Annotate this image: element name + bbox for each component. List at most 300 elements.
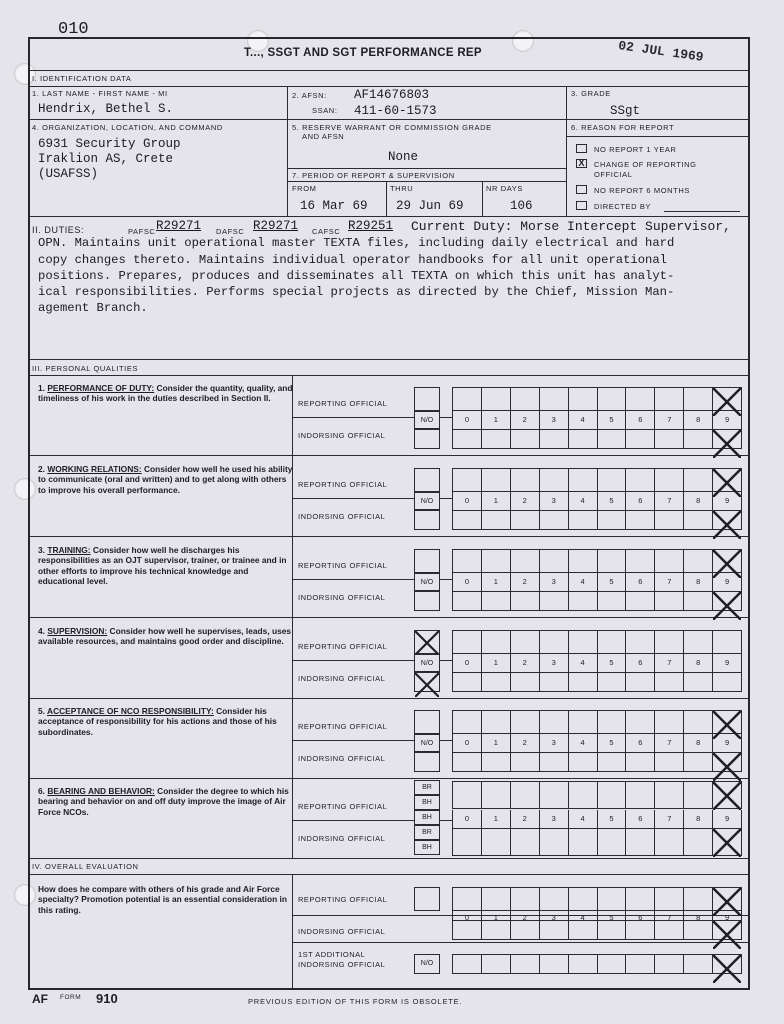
quality-5-title: ACCEPTANCE OF NCO RESPONSIBILITY: xyxy=(47,706,214,716)
quality-1-reporting-scale-cell-0[interactable] xyxy=(453,388,482,410)
duties-line-5: ical responsibilities. Performs special projects as directed by the Chief, Mission Man- xyxy=(38,285,675,299)
quality-2-reporting-no-box[interactable] xyxy=(414,468,440,492)
quality-4-indorsing-scale-cell-2[interactable] xyxy=(511,673,540,691)
quality-6-reporting-scale-cell-8[interactable] xyxy=(684,782,713,808)
overall-additional-scale-cell-5[interactable] xyxy=(598,955,627,973)
quality-2-indorsing-scale-cell-5[interactable] xyxy=(598,511,627,529)
quality-1-indorsing-scale-cell-2[interactable] xyxy=(511,430,540,448)
overall-additional-scale-cell-7[interactable] xyxy=(655,955,684,973)
quality-5-reporting-scale[interactable] xyxy=(452,710,742,734)
quality-1-reporting-label: REPORTING OFFICIAL xyxy=(298,399,388,408)
quality-3-reporting-scale-cell-8[interactable] xyxy=(684,550,713,572)
additional-no-box[interactable]: N/O xyxy=(414,954,440,974)
quality-6-indorsing-scale-cell-3[interactable] xyxy=(540,829,569,855)
scale-number-8: 8 xyxy=(684,411,713,429)
overall-reporting-scale-cell-0[interactable] xyxy=(453,888,482,910)
quality-3-reporting-scale-cell-9[interactable] xyxy=(713,550,741,572)
quality-2-indorsing-scale-cell-8[interactable] xyxy=(684,511,713,529)
quality-1-indorsing-scale-cell-3[interactable] xyxy=(540,430,569,448)
quality-1-reporting-scale[interactable] xyxy=(452,387,742,411)
quality-5-no-label: N/O xyxy=(414,734,440,752)
quality-1-reporting-no-box[interactable] xyxy=(414,387,440,411)
quality-6-scale-numbers xyxy=(452,810,742,828)
scale-number-2: 2 xyxy=(511,909,540,927)
thru-label: THRU xyxy=(390,184,414,193)
obsolete-notice: PREVIOUS EDITION OF THIS FORM IS OBSOLETE. xyxy=(248,997,463,1006)
quality-4-scale-numbers xyxy=(452,654,742,672)
quality-5-indorsing-scale-cell-8[interactable] xyxy=(684,753,713,771)
reason-label: 6. REASON FOR REPORT xyxy=(571,123,675,132)
overall-lower-line xyxy=(292,942,748,943)
quality-5-indorsing-scale-cell-4[interactable] xyxy=(569,753,598,771)
quality-6-reporting-scale[interactable] xyxy=(452,781,742,809)
quality-5-reporting-scale-cell-7[interactable] xyxy=(655,711,684,733)
quality-1-no-label: N/O xyxy=(414,411,440,429)
days-value: 106 xyxy=(510,199,533,213)
quality-4-reporting-scale-cell-1[interactable] xyxy=(482,631,511,653)
quality-3-number: 3. xyxy=(38,545,45,555)
quality-1-indorsing-scale-cell-6[interactable] xyxy=(626,430,655,448)
grade-label: 3. GRADE xyxy=(571,89,611,98)
quality-3-indorsing-scale-cell-9[interactable] xyxy=(713,592,741,610)
quality-4-reporting-scale-cell-0[interactable] xyxy=(453,631,482,653)
quality-6-text: Consider the degree to which his bearing and behavior on and off duty improve the image of Air Force NCOs. xyxy=(38,786,289,817)
quality-3-description xyxy=(38,545,294,587)
scale-number-3: 3 xyxy=(540,573,569,591)
form-title: T..., SSGT AND SGT PERFORMANCE REP xyxy=(244,47,482,59)
quality-1-reporting-scale-cell-7[interactable] xyxy=(655,388,684,410)
section-overall-label: IV. OVERALL EVALUATION xyxy=(32,862,139,871)
quality-5-indorsing-scale-cell-6[interactable] xyxy=(626,753,655,771)
overall-additional-scale-cell-1[interactable] xyxy=(482,955,511,973)
ssan-label: SSAN: xyxy=(312,106,338,115)
scale-number-0: 0 xyxy=(453,909,482,927)
quality-4-indorsing-scale-cell-3[interactable] xyxy=(540,673,569,691)
scale-number-4: 4 xyxy=(569,411,598,429)
cafsc-value: R29251 xyxy=(348,219,394,233)
checkbox-change-of-reporting[interactable]: X xyxy=(576,159,587,168)
quality-6-indorsing-scale-cell-0[interactable] xyxy=(453,829,482,855)
scale-number-6: 6 xyxy=(626,654,655,672)
quality-6-bh-box[interactable]: BH xyxy=(414,840,440,855)
quality-3-reporting-scale-cell-1[interactable] xyxy=(482,550,511,572)
quality-3-reporting-scale-cell-6[interactable] xyxy=(626,550,655,572)
quality-3-indorsing-scale-cell-6[interactable] xyxy=(626,592,655,610)
quality-3-reporting-scale[interactable] xyxy=(452,549,742,573)
quality-1-reporting-scale-cell-4[interactable] xyxy=(569,388,598,410)
scale-number-5: 5 xyxy=(598,573,627,591)
quality-6-bh-box[interactable]: BH xyxy=(414,810,440,825)
quality-2-reporting-scale-cell-7[interactable] xyxy=(655,469,684,491)
scale-number-8: 8 xyxy=(684,909,713,927)
overall-additional-scale-cell-4[interactable] xyxy=(569,955,598,973)
scale-number-5: 5 xyxy=(598,654,627,672)
scale-number-7: 7 xyxy=(655,492,684,510)
quality-4-indorsing-scale-cell-1[interactable] xyxy=(482,673,511,691)
overall-indorsing-scale-cell-2[interactable] xyxy=(511,921,540,939)
quality-4-description xyxy=(38,626,294,647)
quality-5-number: 5. xyxy=(38,706,45,716)
quality-4-reporting-no-box[interactable] xyxy=(414,630,440,654)
scale-number-1: 1 xyxy=(482,654,511,672)
quality-3-indorsing-scale-cell-2[interactable] xyxy=(511,592,540,610)
quality-6-indorsing-scale-cell-5[interactable] xyxy=(598,829,627,855)
quality-6-indorsing-scale-cell-2[interactable] xyxy=(511,829,540,855)
reserve-label-2: AND AFSN xyxy=(302,132,345,141)
overall-reporting-scale[interactable] xyxy=(452,887,742,911)
overall-reporting-scale-cell-4[interactable] xyxy=(569,888,598,910)
quality-5-reporting-no-box[interactable] xyxy=(414,710,440,734)
scale-number-1: 1 xyxy=(482,909,511,927)
quality-5-reporting-scale-cell-5[interactable] xyxy=(598,711,627,733)
ssan-value: 411-60-1573 xyxy=(354,104,437,118)
form-af: AF xyxy=(32,992,48,1006)
quality-5-indorsing-label: INDORSING OFFICIAL xyxy=(298,754,386,763)
quality-4-indorsing-no-box[interactable] xyxy=(414,672,440,692)
name-label: 1. LAST NAME - FIRST NAME - MI xyxy=(32,89,168,98)
section-personal-qualities-label: III. PERSONAL QUALITIES xyxy=(32,364,139,373)
checkbox-no-report-6-months[interactable] xyxy=(576,185,587,194)
quality-2-indorsing-scale-cell-0[interactable] xyxy=(453,511,482,529)
scale-number-1: 1 xyxy=(482,810,511,828)
quality-6-indorsing-label: INDORSING OFFICIAL xyxy=(298,834,386,843)
quality-2-reporting-scale-cell-6[interactable] xyxy=(626,469,655,491)
overall-reporting-scale-cell-3[interactable] xyxy=(540,888,569,910)
quality-6-br-box[interactable]: BR xyxy=(414,825,440,840)
quality-3-reporting-scale-cell-2[interactable] xyxy=(511,550,540,572)
quality-6-reporting-scale-cell-5[interactable] xyxy=(598,782,627,808)
quality-4-reporting-label: REPORTING OFFICIAL xyxy=(298,642,388,651)
quality-6-indorsing-scale-cell-1[interactable] xyxy=(482,829,511,855)
quality-2-reporting-scale-cell-3[interactable] xyxy=(540,469,569,491)
quality-row-divider xyxy=(30,455,748,456)
quality-1-indorsing-no-box[interactable] xyxy=(414,429,440,449)
overall-indorsing-scale-cell-7[interactable] xyxy=(655,921,684,939)
quality-6-br-box[interactable]: BR xyxy=(414,780,440,795)
quality-1-number: 1. xyxy=(38,383,45,393)
quality-2-indorsing-no-box[interactable] xyxy=(414,510,440,530)
scale-number-3: 3 xyxy=(540,810,569,828)
thru-value: 29 Jun 69 xyxy=(396,199,464,213)
quality-5-reporting-scale-cell-0[interactable] xyxy=(453,711,482,733)
quality-2-indorsing-scale-cell-7[interactable] xyxy=(655,511,684,529)
quality-4-reporting-scale-cell-4[interactable] xyxy=(569,631,598,653)
quality-5-text: Consider his acceptance of responsibility for his actions and those of his subordinates. xyxy=(38,706,277,737)
overall-additional-scale-cell-2[interactable] xyxy=(511,955,540,973)
quality-1-indorsing-scale-cell-0[interactable] xyxy=(453,430,482,448)
quality-5-indorsing-scale-cell-3[interactable] xyxy=(540,753,569,771)
overall-indorsing-scale-cell-1[interactable] xyxy=(482,921,511,939)
scale-number-4: 4 xyxy=(569,573,598,591)
scale-number-1: 1 xyxy=(482,492,511,510)
quality-1-reporting-scale-cell-9[interactable] xyxy=(713,388,741,410)
quality-2-indorsing-scale-cell-9[interactable] xyxy=(713,511,741,529)
quality-5-indorsing-scale-cell-1[interactable] xyxy=(482,753,511,771)
quality-2-reporting-scale-cell-0[interactable] xyxy=(453,469,482,491)
quality-2-indorsing-scale-cell-6[interactable] xyxy=(626,511,655,529)
scale-number-0: 0 xyxy=(453,734,482,752)
afsn-value: AF14676803 xyxy=(354,88,430,102)
scale-number-4: 4 xyxy=(569,810,598,828)
quality-6-reporting-scale-cell-1[interactable] xyxy=(482,782,511,808)
quality-2-no-label: N/O xyxy=(414,492,440,510)
overall-reporting-scale-cell-7[interactable] xyxy=(655,888,684,910)
scale-number-6: 6 xyxy=(626,492,655,510)
quality-3-indorsing-scale-cell-7[interactable] xyxy=(655,592,684,610)
quality-3-reporting-scale-cell-4[interactable] xyxy=(569,550,598,572)
quality-5-reporting-scale-cell-8[interactable] xyxy=(684,711,713,733)
scale-number-9: 9 xyxy=(725,738,730,747)
quality-4-reporting-scale-cell-5[interactable] xyxy=(598,631,627,653)
scale-number-5: 5 xyxy=(598,810,627,828)
quality-3-reporting-scale-cell-7[interactable] xyxy=(655,550,684,572)
form-word: FORM xyxy=(60,994,82,1001)
quality-5-reporting-scale-cell-9[interactable] xyxy=(713,711,741,733)
quality-6-reporting-scale-cell-4[interactable] xyxy=(569,782,598,808)
quality-3-indorsing-scale-cell-1[interactable] xyxy=(482,592,511,610)
overall-reporting-scale-cell-1[interactable] xyxy=(482,888,511,910)
scale-number-0: 0 xyxy=(453,573,482,591)
quality-1-reporting-scale-cell-6[interactable] xyxy=(626,388,655,410)
duties-label: II. DUTIES: xyxy=(32,225,85,235)
quality-6-bh-box[interactable]: BH xyxy=(414,795,440,810)
quality-5-indorsing-scale[interactable] xyxy=(452,752,742,772)
quality-1-reporting-scale-cell-8[interactable] xyxy=(684,388,713,410)
quality-6-reporting-scale-cell-6[interactable] xyxy=(626,782,655,808)
quality-6-indorsing-scale[interactable] xyxy=(452,828,742,856)
quality-5-reporting-scale-cell-4[interactable] xyxy=(569,711,598,733)
quality-2-text: Consider how well he used his ability to communicate (oral and written) and to get along with others to improve his overall performance. xyxy=(38,464,293,495)
quality-1-reporting-scale-cell-2[interactable] xyxy=(511,388,540,410)
quality-1-indorsing-scale-cell-7[interactable] xyxy=(655,430,684,448)
quality-3-reporting-label: REPORTING OFFICIAL xyxy=(298,561,388,570)
scale-number-5: 5 xyxy=(598,909,627,927)
quality-2-reporting-scale-cell-4[interactable] xyxy=(569,469,598,491)
reason-change-of-reporting: CHANGE OF REPORTING xyxy=(594,160,697,169)
quality-5-reporting-label: REPORTING OFFICIAL xyxy=(298,722,388,731)
quality-2-title: WORKING RELATIONS: xyxy=(47,464,142,474)
quality-2-number: 2. xyxy=(38,464,45,474)
quality-2-reporting-scale-cell-8[interactable] xyxy=(684,469,713,491)
quality-2-reporting-scale-cell-9[interactable] xyxy=(713,469,741,491)
scale-number-9: 9 xyxy=(725,658,730,667)
overall-indorsing-scale-cell-9[interactable] xyxy=(713,921,741,939)
quality-3-indorsing-scale-cell-3[interactable] xyxy=(540,592,569,610)
overall-reporting-scale-cell-8[interactable] xyxy=(684,888,713,910)
quality-4-indorsing-scale-cell-5[interactable] xyxy=(598,673,627,691)
overall-indorsing-scale-cell-0[interactable] xyxy=(453,921,482,939)
quality-3-scale-numbers xyxy=(452,573,742,591)
overall-additional-scale[interactable] xyxy=(452,954,742,974)
quality-3-indorsing-scale-cell-0[interactable] xyxy=(453,592,482,610)
scale-number-9: 9 xyxy=(725,496,730,505)
quality-5-scale-numbers xyxy=(452,734,742,752)
quality-row-divider xyxy=(30,858,748,859)
reason-directed-by: DIRECTED BY xyxy=(594,202,652,211)
quality-4-indorsing-scale-cell-6[interactable] xyxy=(626,673,655,691)
quality-3-no-label: N/O xyxy=(414,573,440,591)
quality-6-reporting-scale-cell-9[interactable] xyxy=(713,782,741,808)
quality-4-indorsing-scale-cell-8[interactable] xyxy=(684,673,713,691)
overall-indorsing-scale[interactable] xyxy=(452,920,742,940)
overall-reporting-scale-cell-5[interactable] xyxy=(598,888,627,910)
quality-5-reporting-scale-cell-6[interactable] xyxy=(626,711,655,733)
quality-5-reporting-scale-cell-3[interactable] xyxy=(540,711,569,733)
quality-5-indorsing-scale-cell-9[interactable] xyxy=(713,753,741,771)
scale-number-9: 9 xyxy=(725,415,730,424)
quality-1-reporting-scale-cell-1[interactable] xyxy=(482,388,511,410)
quality-3-text: Consider how well he discharges his responsibilities as an OJT supervisor, trainer, or trainee and in other efforts to improve his technical knowledge and educational level. xyxy=(38,545,287,587)
period-label: 7. PERIOD OF REPORT & SUPERVISION xyxy=(292,171,455,180)
scale-number-2: 2 xyxy=(511,810,540,828)
scale-number-8: 8 xyxy=(684,654,713,672)
quality-1-indorsing-scale-cell-5[interactable] xyxy=(598,430,627,448)
overall-indorsing-scale-cell-5[interactable] xyxy=(598,921,627,939)
overall-reporting-no-box[interactable] xyxy=(414,887,440,911)
quality-6-reporting-scale-cell-3[interactable] xyxy=(540,782,569,808)
quality-3-reporting-scale-cell-5[interactable] xyxy=(598,550,627,572)
quality-4-reporting-scale[interactable] xyxy=(452,630,742,654)
scale-number-0: 0 xyxy=(453,411,482,429)
scale-number-7: 7 xyxy=(655,411,684,429)
quality-2-reporting-scale[interactable] xyxy=(452,468,742,492)
quality-6-reporting-scale-cell-0[interactable] xyxy=(453,782,482,808)
scale-number-1: 1 xyxy=(482,411,511,429)
quality-1-indorsing-scale-cell-8[interactable] xyxy=(684,430,713,448)
quality-6-indorsing-scale-cell-7[interactable] xyxy=(655,829,684,855)
scale-number-6: 6 xyxy=(626,909,655,927)
quality-4-indorsing-scale-cell-0[interactable] xyxy=(453,673,482,691)
from-label: FROM xyxy=(292,184,317,193)
scale-number-8: 8 xyxy=(684,492,713,510)
overall-indorsing-scale-cell-8[interactable] xyxy=(684,921,713,939)
quality-1-indorsing-scale-cell-4[interactable] xyxy=(569,430,598,448)
quality-3-title: TRAINING: xyxy=(47,545,91,555)
scale-number-5: 5 xyxy=(598,734,627,752)
overall-indorsing-scale-cell-3[interactable] xyxy=(540,921,569,939)
organization-line-1: 6931 Security Group xyxy=(38,137,181,151)
quality-4-number: 4. xyxy=(38,626,45,636)
quality-5-indorsing-scale-cell-7[interactable] xyxy=(655,753,684,771)
reason-no-report-1-year: NO REPORT 1 YEAR xyxy=(594,145,677,154)
overall-additional-scale-cell-6[interactable] xyxy=(626,955,655,973)
scale-number-6: 6 xyxy=(626,573,655,591)
quality-2-reporting-scale-cell-2[interactable] xyxy=(511,469,540,491)
quality-1-indorsing-scale-cell-9[interactable] xyxy=(713,430,741,448)
quality-2-reporting-scale-cell-5[interactable] xyxy=(598,469,627,491)
quality-4-indorsing-scale-cell-7[interactable] xyxy=(655,673,684,691)
quality-3-indorsing-scale-cell-5[interactable] xyxy=(598,592,627,610)
checkbox-directed-by[interactable] xyxy=(576,201,587,210)
quality-2-indorsing-scale-cell-1[interactable] xyxy=(482,511,511,529)
quality-2-indorsing-scale-cell-3[interactable] xyxy=(540,511,569,529)
quality-3-indorsing-scale[interactable] xyxy=(452,591,742,611)
overall-indorsing-scale-cell-6[interactable] xyxy=(626,921,655,939)
quality-6-description xyxy=(38,786,294,817)
quality-6-reporting-scale-cell-7[interactable] xyxy=(655,782,684,808)
days-label: NR DAYS xyxy=(486,184,523,193)
scale-number-8: 8 xyxy=(684,573,713,591)
quality-4-indorsing-scale[interactable] xyxy=(452,672,742,692)
quality-4-text: Consider how well he supervises, leads, uses available resources, and maintains good order and discipline. xyxy=(38,626,292,647)
pafsc-label: PAFSC xyxy=(128,227,156,236)
scale-number-6: 6 xyxy=(626,411,655,429)
overall-additional-scale-cell-3[interactable] xyxy=(540,955,569,973)
quality-3-reporting-scale-cell-3[interactable] xyxy=(540,550,569,572)
quality-4-reporting-scale-cell-7[interactable] xyxy=(655,631,684,653)
quality-2-reporting-scale-cell-1[interactable] xyxy=(482,469,511,491)
quality-6-reporting-scale-cell-2[interactable] xyxy=(511,782,540,808)
overall-indorsing-scale-cell-4[interactable] xyxy=(569,921,598,939)
checkbox-no-report-1-year[interactable] xyxy=(576,144,587,153)
quality-4-reporting-scale-cell-2[interactable] xyxy=(511,631,540,653)
quality-6-indorsing-scale-cell-4[interactable] xyxy=(569,829,598,855)
quality-6-indorsing-scale-cell-6[interactable] xyxy=(626,829,655,855)
cafsc-label: CAFSC xyxy=(312,227,341,236)
form-number: 910 xyxy=(96,991,118,1006)
duties-line-2: OPN. Maintains unit operational master TEXTA files, including daily electrical and hard xyxy=(38,236,675,250)
overall-additional-scale-cell-8[interactable] xyxy=(684,955,713,973)
quality-6-indorsing-scale-cell-8[interactable] xyxy=(684,829,713,855)
quality-4-reporting-scale-cell-6[interactable] xyxy=(626,631,655,653)
scale-number-6: 6 xyxy=(626,734,655,752)
quality-1-indorsing-scale-cell-1[interactable] xyxy=(482,430,511,448)
quality-5-indorsing-scale-cell-0[interactable] xyxy=(453,753,482,771)
quality-3-indorsing-no-box[interactable] xyxy=(414,591,440,611)
quality-2-indorsing-scale-cell-4[interactable] xyxy=(569,511,598,529)
scale-number-9: 9 xyxy=(725,577,730,586)
quality-5-reporting-scale-cell-1[interactable] xyxy=(482,711,511,733)
quality-3-reporting-no-box[interactable] xyxy=(414,549,440,573)
quality-5-indorsing-no-box[interactable] xyxy=(414,752,440,772)
overall-reporting-scale-cell-2[interactable] xyxy=(511,888,540,910)
quality-1-indorsing-scale[interactable] xyxy=(452,429,742,449)
quality-6-indorsing-scale-cell-9[interactable] xyxy=(713,829,741,855)
quality-4-indorsing-scale-cell-9[interactable] xyxy=(713,673,741,691)
quality-6-number: 6. xyxy=(38,786,45,796)
quality-5-indorsing-scale-cell-5[interactable] xyxy=(598,753,627,771)
additional-label-1: 1ST ADDITIONAL xyxy=(298,950,366,959)
quality-2-indorsing-scale[interactable] xyxy=(452,510,742,530)
quality-4-reporting-scale-cell-3[interactable] xyxy=(540,631,569,653)
quality-1-reporting-scale-cell-3[interactable] xyxy=(540,388,569,410)
overall-reporting-scale-cell-9[interactable] xyxy=(713,888,741,910)
quality-3-reporting-scale-cell-0[interactable] xyxy=(453,550,482,572)
scale-number-6: 6 xyxy=(626,810,655,828)
quality-2-scale-numbers xyxy=(452,492,742,510)
quality-5-reporting-scale-cell-2[interactable] xyxy=(511,711,540,733)
quality-4-reporting-scale-cell-9[interactable] xyxy=(713,631,741,653)
quality-3-indorsing-scale-cell-8[interactable] xyxy=(684,592,713,610)
quality-5-indorsing-scale-cell-2[interactable] xyxy=(511,753,540,771)
from-value: 16 Mar 69 xyxy=(300,199,368,213)
scale-number-4: 4 xyxy=(569,492,598,510)
scale-number-1: 1 xyxy=(482,734,511,752)
overall-additional-scale-cell-9[interactable] xyxy=(713,955,741,973)
quality-4-indorsing-scale-cell-4[interactable] xyxy=(569,673,598,691)
quality-4-reporting-scale-cell-8[interactable] xyxy=(684,631,713,653)
quality-3-indorsing-scale-cell-4[interactable] xyxy=(569,592,598,610)
quality-1-description xyxy=(38,383,294,404)
quality-1-reporting-scale-cell-5[interactable] xyxy=(598,388,627,410)
quality-2-description xyxy=(38,464,294,495)
quality-4-indorsing-label: INDORSING OFFICIAL xyxy=(298,674,386,683)
quality-2-indorsing-scale-cell-2[interactable] xyxy=(511,511,540,529)
overall-reporting-scale-cell-6[interactable] xyxy=(626,888,655,910)
scale-number-3: 3 xyxy=(540,492,569,510)
section-identification-label: I. IDENTIFICATION DATA xyxy=(32,74,132,83)
overall-additional-scale-cell-0[interactable] xyxy=(453,955,482,973)
